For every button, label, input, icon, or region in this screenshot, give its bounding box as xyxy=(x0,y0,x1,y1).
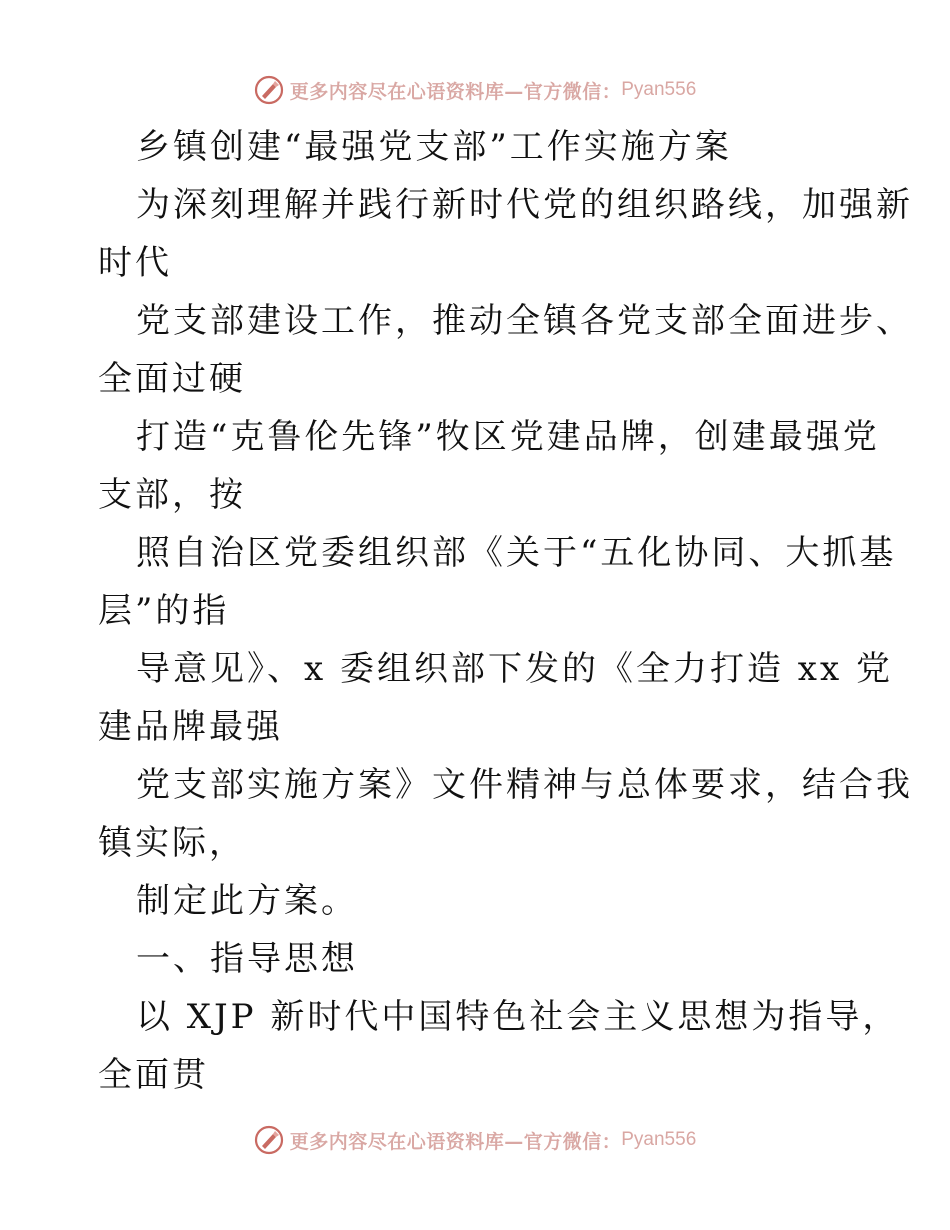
text-line: 以 XJP 新时代中国特色社会主义思想为指导， xyxy=(136,997,900,1037)
document-title: 乡镇创建“最强党支部”工作实施方案 xyxy=(136,127,732,167)
text-line: 党支部建设工作，推动全镇各党支部全面进步、 xyxy=(136,301,913,341)
watermark-footer xyxy=(0,1120,950,1160)
watermark-text: 更多内容尽在心语资料库—官方微信： xyxy=(289,1130,622,1153)
pen-logo-icon xyxy=(254,75,284,105)
text-line: 党支部实施方案》文件精神与总体要求，结合我 xyxy=(136,765,913,805)
watermark-wechat-id: Pyan556 xyxy=(621,79,697,100)
text-line: 层”的指 xyxy=(98,591,230,631)
watermark-wechat-id: Pyan556 xyxy=(621,1129,697,1150)
text-line: 全面贯 xyxy=(98,1055,209,1095)
text-line: 支部，按 xyxy=(98,475,246,515)
text-line: 导意见》、x 委组织部下发的《全力打造 xx 党 xyxy=(136,649,893,689)
pen-logo-icon xyxy=(254,1125,284,1155)
text-line: 全面过硬 xyxy=(98,359,246,399)
text-line: 建品牌最强 xyxy=(98,707,283,747)
text-line: 时代 xyxy=(98,243,172,283)
watermark-header xyxy=(0,70,950,110)
section-heading: 一、指导思想 xyxy=(136,939,358,979)
watermark-text: 更多内容尽在心语资料库—官方微信： xyxy=(289,80,622,103)
text-line: 为深刻理解并践行新时代党的组织路线，加强新 xyxy=(136,185,913,225)
text-line: 制定此方案。 xyxy=(136,881,358,921)
text-line: 照自治区党委组织部《关于“五化协同、大抓基 xyxy=(136,533,897,573)
document-body xyxy=(98,118,913,1104)
text-line: 镇实际， xyxy=(98,823,246,863)
text-line: 打造“克鲁伦先锋”牧区党建品牌，创建最强党 xyxy=(136,417,880,457)
